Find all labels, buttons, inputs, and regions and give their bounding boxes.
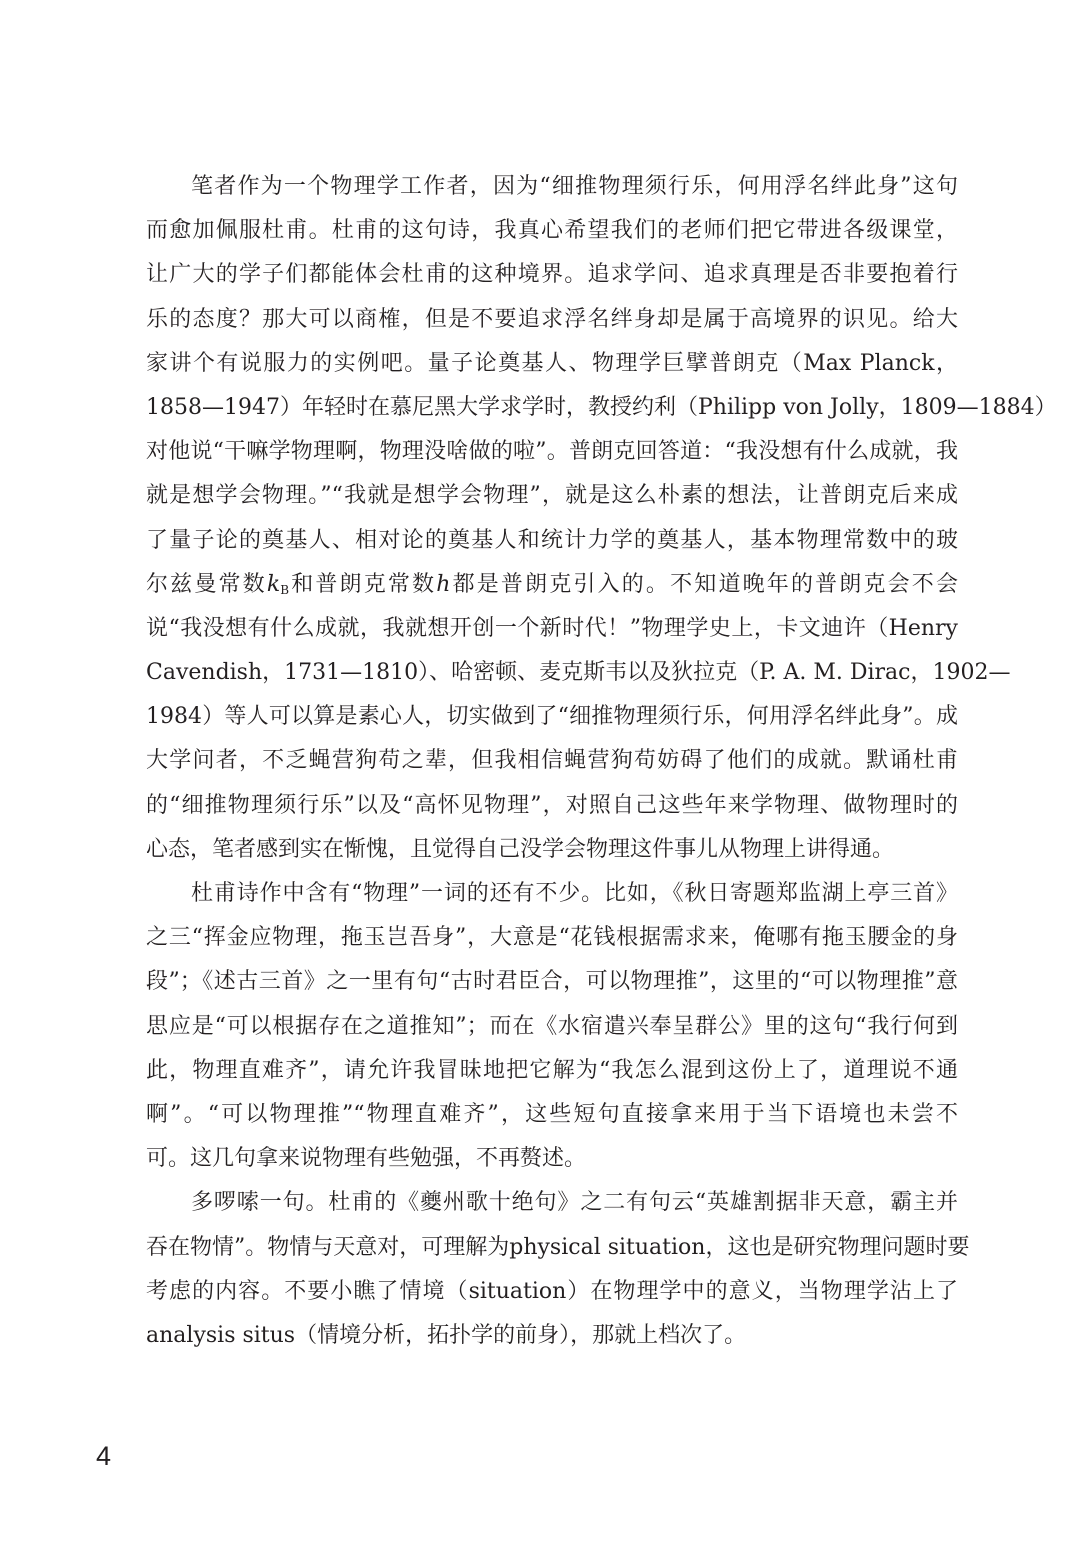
text-line: 段”；《述古三首》之一里有句“古时君臣合，可以物理推”，这里的“可以物理推”意 (146, 969, 958, 995)
body-text (146, 165, 1057, 1358)
text-line: 对他说“干嘛学物理啊，物理没啥做的啦”。普朗克回答道：“我没想有什么成就，我 (146, 439, 958, 465)
text-line: 而愈加佩服杜甫。杜甫的这句诗，我真心希望我们的老师们把它带进各级课堂， (146, 218, 958, 244)
text-line: analysis situs（情境分析，拓扑学的前身），那就上档次了。 (146, 1322, 747, 1348)
text-line: 就是想学会物理。”“我就是想学会物理”，就是这么朴素的想法，让普朗克后来成 (146, 483, 958, 509)
text-line: 之三“挥金应物理，拖玉岂吾身”，大意是“花钱根据需求来，俺哪有拖玉腰金的身 (146, 925, 958, 951)
text-line: 乐的态度？那大可以商榷，但是不要追求浮名绊身却是属于高境界的识见。给大 (146, 306, 958, 332)
text-line: 大学问者，不乏蝇营狗苟之辈，但我相信蝇营狗苟妨碍了他们的成就。默诵杜甫 (146, 748, 958, 774)
text-segment: 尔兹曼常数 (146, 571, 267, 597)
text-line: 说“我没想有什么成就，我就想开创一个新时代！”物理学史上，卡文迪许（Henry (146, 615, 958, 641)
text-line: 了量子论的奠基人、相对论的奠基人和统计力学的奠基人，基本物理常数中的玻 (146, 527, 958, 553)
text-line: 吞在物情”。物情与天意对，可理解为physical situation，这也是研究物理问题时要 (146, 1234, 970, 1260)
text-line: 杜甫诗作中含有“物理”一词的还有不少。比如，《秋日寄题郑监湖上亭三首》 (191, 881, 958, 906)
boltzmann-subscript: B (280, 582, 290, 597)
page-number: 4 (96, 1441, 112, 1471)
text-line: Cavendish，1731—1810）、哈密顿、麦克斯韦以及狄拉克（P. A. M. Dirac，1902— (146, 660, 1011, 686)
text-line: 思应是“可以根据存在之道推知”；而在《水宿遣兴奉呈群公》里的这句“我行何到 (146, 1013, 958, 1039)
text-line (146, 563, 958, 607)
text-line: 家讲个有说服力的实例吧。量子论奠基人、物理学巨擘普朗克（Max Planck， (146, 350, 958, 376)
text-segment: 都是普朗克引入的。不知道晚年的普朗克会不会 (450, 571, 958, 597)
text-segment: 和普朗克常数 (289, 571, 437, 597)
text-line: 啊”。“可以物理推”“物理直难齐”，这些短句直接拿来用于当下语境也未尝不 (146, 1101, 958, 1127)
text-line: 多啰嗦一句。杜甫的《夔州歌十绝句》之二有句云“英雄割据非天意，霸主并 (191, 1190, 958, 1216)
text-line: 的“细推物理须行乐”以及“高怀见物理”，对照自己这些年来学物理、做物理时的 (146, 792, 958, 818)
text-line: 心态，笔者感到实在惭愧，且觉得自己没学会物理这件事儿从物理上讲得通。 (146, 836, 895, 862)
text-line: 让广大的学子们都能体会杜甫的这种境界。追求学问、追求真理是否非要抱着行 (146, 262, 958, 288)
boltzmann-constant-symbol: k (266, 571, 281, 597)
text-line: 考虑的内容。不要小瞧了情境（situation）在物理学中的意义，当物理学沾上了 (146, 1278, 958, 1304)
text-line: 可。这几句拿来说物理有些勉强，不再赘述。 (146, 1146, 587, 1172)
text-line: 1858—1947）年轻时在慕尼黑大学求学时，教授约利（Philipp von Jolly，1809—1884） (146, 394, 1057, 420)
text-line: 此，物理直难齐”，请允许我冒昧地把它解为“我怎么混到这份上了，道理说不通 (146, 1057, 958, 1083)
planck-constant-symbol: h (436, 571, 451, 597)
text-line: 笔者作为一个物理学工作者，因为“细推物理须行乐，何用浮名绊此身”这句 (191, 174, 958, 199)
text-line: 1984）等人可以算是素心人，切实做到了“细推物理须行乐，何用浮名绊此身”。成 (146, 704, 958, 730)
